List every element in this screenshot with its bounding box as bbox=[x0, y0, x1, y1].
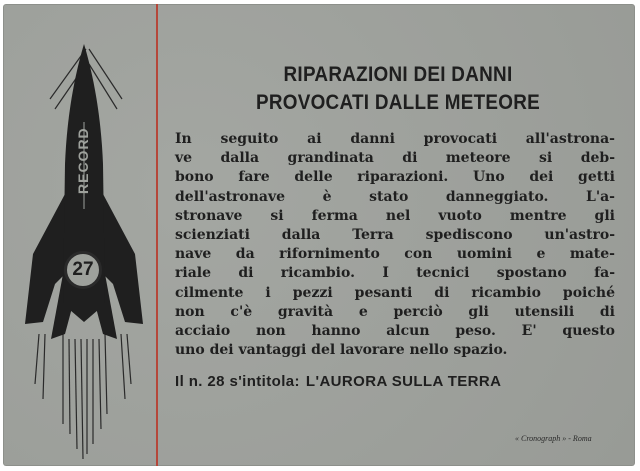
body-line: In seguito ai danni provocati all'astrona- bbox=[175, 131, 615, 147]
next-card-teaser bbox=[175, 373, 501, 390]
body-line: ve dalla grandinata di meteore si deb- bbox=[175, 150, 615, 167]
body-line: cilmente i pezzi pesanti di ricambio poiché bbox=[175, 284, 615, 301]
body-line: scienziati dalla Terra spediscono un'astro- bbox=[175, 227, 615, 244]
card-number-badge: 27 bbox=[64, 251, 102, 289]
title-line-1: RIPARAZIONI DEI DANNI bbox=[283, 63, 513, 86]
title-line-2: PROVOCATI DALLE METEORE bbox=[255, 91, 541, 114]
body-line: bono fare delle riparazioni. Uno dei getti bbox=[175, 169, 615, 186]
body-line: riale di ricambio. I tecnici spostano fa- bbox=[175, 265, 615, 282]
body-line: acciaio non hanno alcun peso. E' questo bbox=[175, 323, 615, 340]
trading-card bbox=[3, 4, 635, 466]
body-line: dell'astronave è stato danneggiato. L'a- bbox=[175, 188, 615, 205]
publisher-credit: « Cronograph » - Roma bbox=[515, 434, 592, 443]
vertical-divider bbox=[156, 4, 158, 466]
card-title bbox=[191, 61, 605, 117]
body-line: non c'è gravità e perciò gli utensili di bbox=[175, 303, 615, 320]
next-card-title: L'AURORA SULLA TERRA bbox=[305, 373, 502, 390]
rocket-icon bbox=[3, 4, 155, 466]
rocket-illustration bbox=[3, 4, 155, 466]
card-description bbox=[175, 130, 615, 360]
body-line: nave da rifornimento con uomini e mate- bbox=[175, 246, 615, 263]
next-card-prefix: Il n. 28 s'intitola: bbox=[175, 373, 300, 390]
series-label: RECORD bbox=[75, 127, 91, 195]
body-line: uno dei vantaggi del lavorare nello spazio. bbox=[175, 342, 508, 359]
body-line: stronave si ferma nel vuoto mentre gli bbox=[175, 207, 615, 224]
